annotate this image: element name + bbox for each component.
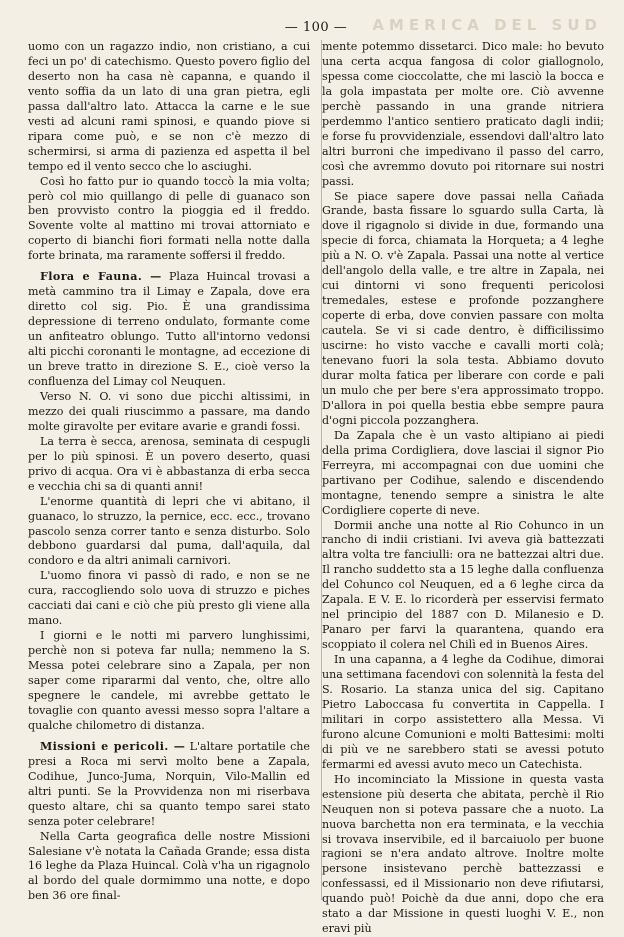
page-header bbox=[28, 14, 604, 40]
section-heading-flora-fauna: Flora e Fauna. — bbox=[40, 270, 162, 284]
paragraph: L'uomo finora vi passò di rado, e non se ne cura, raccogliendo solo uova di struzzo e piches cacciati dai cani e ciò che più presto gli viene alla mano. bbox=[28, 569, 310, 628]
paragraph: I giorni e le notti mi parvero lunghissimi, perchè non si poteva far nulla; nemmeno la S. Messa potei celebrare sino a Zapala, per non saper come ripararmi dal vento, che, oltre allo spegnere le candele, mi avrebbe gettato le tovaglie con quanto avessi messo sopra l'altare a qualche chilometro di distanza. bbox=[28, 629, 310, 732]
paragraph: Verso N. O. vi sono due picchi altissimi, in mezzo dei quali riuscimmo a passare, ma dando molte giravolte per evitare avarie e grandi fossi. bbox=[28, 389, 310, 433]
paragraph: Ho incominciato la Missione in questa vasta estensione più deserta che abitata, perchè il Rio Neuquen non si poteva passare che a nuoto. La nuova barchetta non era terminata, e la vecchia si trovava inservibile, ed il barcaiuolo per buone ragioni se n'era andato altrove. Inoltre molte persone insistevano perchè battezzassi e confessassi, ed il Missionario non deve rifiutarsi, quando può! Poichè da due anni, dopo che era stato a dar Missione in questi luoghi V. E., non eravi più bbox=[322, 772, 604, 936]
paragraph-text: L'altare portatile che presi a Roca mi servì molto bene a Zapala, Codihue, Junco-Juma, Norquin, Vilo-Mallin ed altri punti. Se la Provvidenza non mi riserbava questo altare, chi sa quanto tempo sarei stato senza poter celebrare! bbox=[28, 739, 310, 828]
right-column bbox=[322, 40, 604, 937]
page-number: — 100 — bbox=[284, 20, 348, 35]
paragraph: Così ho fatto pur io quando toccò la mia volta; però col mio quillango di pelle di guanaco son ben provvisto contro la pioggia ed il freddo. Sovente volte al mattino mi trovai attorniato e coperto di bianchi fiori formati nella notte dalla forte brinata, ma raramente soffersi il freddo. bbox=[28, 174, 310, 263]
paragraph: mente potemmo dissetarci. Dico male: ho bevuto una certa acqua fangosa di color giallognolo, spessa come cioccolatte, che mi lasciò la bocca e la gola impastata per molte ore. Ciò avvenne perchè passando in una grande nitriera perdemmo l'antico sentiero praticato dagli indii; e forse fu provvidenziale, essendovi dall'altro lato altri burroni che impedivano il passo del carro, così che avremmo dovuto poi ritornare sui nostri passi. bbox=[322, 40, 604, 188]
text-columns bbox=[28, 40, 604, 937]
paragraph: Se piace sapere dove passai nella Cañada Grande, basta fissare lo sguardo sulla Carta, là dove il rigagnolo si divide in due, formando una specie di forca, chiamata la Horqueta; a 4 leghe più a N. O. v'è Zapala. Passai una notte al vertice dell'angolo della valle, e tre altre in Zapala, nei cui dintorni vi sono frequenti pericolosi tremedales, estese e profonde pozzanghere coperte di erba, dove convien passare con molta cautela. Se vi si cade dentro, è difficilissimo uscirne: ho visto vacche e cavalli morti colà; tenevano fuori la sola testa. Abbiamo dovuto durar molta fatica per liberare con corde e pali un mulo che per bere s'era approssimato troppo. D'allora in poi quella bestia ebbe sempre paura d'ogni piccola pozzanghera. bbox=[322, 189, 604, 427]
running-head-watermark: AMERICA DEL SUD bbox=[372, 16, 602, 34]
paragraph: L'enorme quantità di lepri che vi abitano, il guanaco, lo struzzo, la pernice, ecc. ecc., trovano pascolo senza correr tanto e senza disturbo. Solo debbono guardarsi dal puma, dall'aquila, dal condoro e da altri animali carnivori. bbox=[28, 494, 310, 568]
paragraph: In una capanna, a 4 leghe da Codihue, dimorai una settimana facendovi con solennità la festa del S. Rosario. La stanza unica del sig. Capitano Pietro Laboccasa fu convertita in Cappella. I militari in corpo assistettero alla Messa. Vi furono alcune Comunioni e molti Battesimi: molti di più ve ne sarebbero stati se avessi potuto fermarmi ed avessi avuto meco un Catechista. bbox=[322, 653, 604, 771]
paragraph-text: Plaza Huincal trovasi a metà cammino tra il Limay e Zapala, dove era diretto col sig. Pio. È una grandissima depressione di terreno ondulato, formante come un anfiteatro oblungo. Tutto all'intorno vedonsi alti picchi coronanti le montagne, ad eccezione di un breve tratto in direzione S. E., cioè verso la confluenza del Limay col Neuquen. bbox=[28, 270, 310, 388]
paragraph-missioni bbox=[28, 740, 310, 830]
column-divider bbox=[321, 40, 322, 900]
section-heading-missioni: Missioni e pericoli. — bbox=[40, 739, 186, 753]
paragraph: Da Zapala che è un vasto altipiano ai piedi della prima Cordigliera, dove lasciai il signor Pio Ferreyra, mi accompagnai con due uomini che partivano per Codihue, salendo e discendendo montagne, tenendo sempre a sinistra le alte Cordigliere coperte di neve. bbox=[322, 428, 604, 517]
left-column bbox=[28, 40, 310, 937]
paragraph: Dormii anche una notte al Rio Cohunco in un rancho di indii cristiani. Ivi aveva già battezzati altra volta tre fanciulli: ora ne battezzai altri due. Il rancho suddetto sta a 15 leghe dalla confluenza del Cohunco col Neuquen, ed a 6 leghe circa da Zapala. E V. E. lo ricorderà per esservisi fermato nel principio del 1887 con D. Milanesio e D. Panaro per farvi la quarantena, quando era scoppiato il colera nel Chilì ed in Buenos Aires. bbox=[322, 518, 604, 652]
paragraph-flora-fauna bbox=[28, 270, 310, 390]
paragraph: uomo con un ragazzo indio, non cristiano, a cui feci un po' di catechismo. Questo povero figlio del deserto non ha casa nè capanna, e quando il vento soffia da un lato di una gran pietra, egli passa dall'altro lato. Attacca la carne e le sue vesti ad alcuni rami spinosi, e quando piove si ripara come può, e se non c'è mezzo di schermirsi, si arma di pazienza ed aspetta il bel tempo ed il vento secco che lo asciughi. bbox=[28, 40, 310, 173]
paragraph: La terra è secca, arenosa, seminata di cespugli per lo più spinosi. È un povero deserto, quasi privo di acqua. Ora vi è abbastanza di erba secca e vecchia chi sa di quanti anni! bbox=[28, 434, 310, 493]
paragraph: Nella Carta geografica delle nostre Missioni Salesiane v'è notata la Cañada Grande; essa dista 16 leghe da Plaza Huincal. Colà v'ha un rigagnolo al bordo del quale dormimmo una notte, e dopo ben 36 ore final- bbox=[28, 829, 310, 903]
